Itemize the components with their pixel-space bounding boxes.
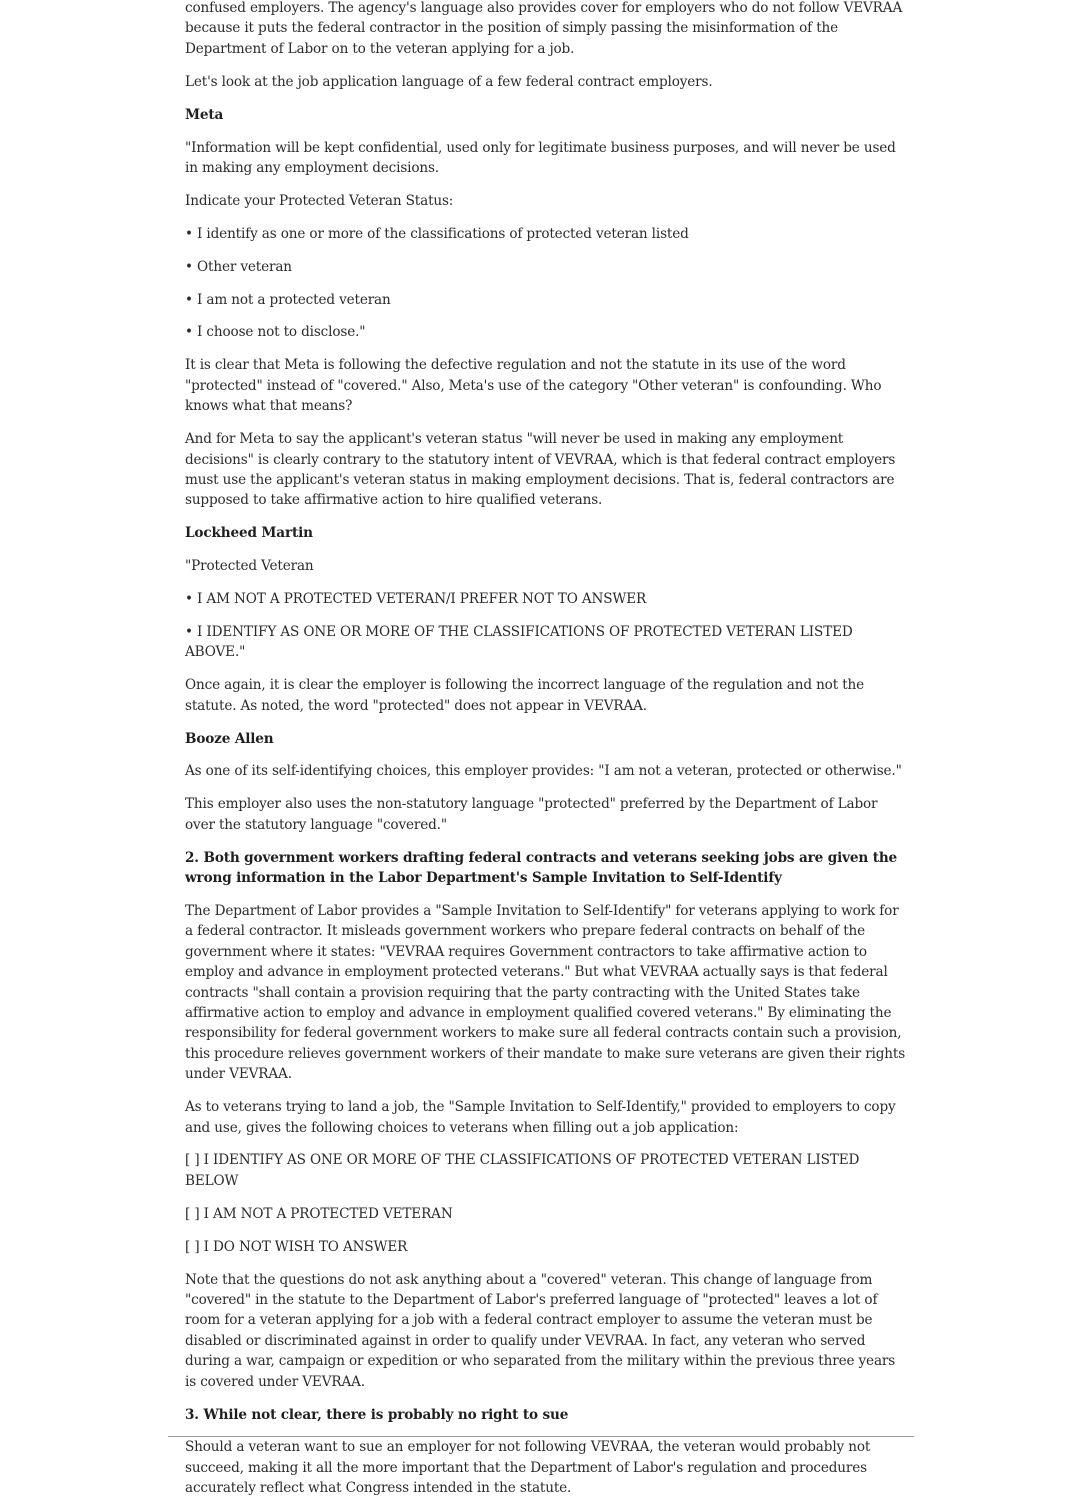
paragraph: As one of its self-identifying choices, this employer provides: "I am not a veteran, protected or otherwise." [185, 763, 902, 780]
list-item: • Other veteran [185, 258, 292, 275]
paragraph: Let's look at the job application language of a few federal contract employers. [185, 73, 713, 90]
list-item: [ ] I IDENTIFY AS ONE OR MORE OF THE CLASSIFICATIONS OF PROTECTED VETERAN LISTED BELOW [185, 1152, 860, 1189]
list-item: • I identify as one or more of the classifications of protected veteran listed [185, 225, 689, 242]
section-heading: 2. Both government workers drafting federal contracts and veterans seeking jobs are given the wrong information in the Labor Department's Sample Invitation to Self-Identify [185, 849, 898, 887]
paragraph: As to veterans trying to land a job, the "Sample Invitation to Self-Identify," provided to employers to copy and use, gives the following choices to veterans when filling out a job application: [185, 1099, 896, 1136]
bottom-divider [168, 1436, 914, 1437]
list-item: • I choose not to disclose." [185, 324, 366, 341]
article-body [185, 0, 907, 1511]
paragraph: Indicate your Protected Veteran Status: [185, 192, 454, 209]
paragraph: "Information will be kept confidential, used only for legitimate business purposes, and will never be used in making any employment decisions. [185, 139, 896, 176]
section-heading: 3. While not clear, there is probably no right to sue [185, 1406, 569, 1423]
section-heading: Booze Allen [185, 730, 274, 747]
paragraph: Once again, it is clear the employer is following the incorrect language of the regulation and not the statute. As noted, the word "protected" does not appear in VEVRAA. [185, 677, 865, 714]
paragraph: This employer also uses the non-statutory language "protected" preferred by the Department of Labor over the statutory language "covered." [185, 796, 878, 833]
list-item: • I AM NOT A PROTECTED VETERAN/I PREFER NOT TO ANSWER [185, 591, 647, 608]
section-heading: Meta [185, 106, 224, 123]
section-heading: Lockheed Martin [185, 525, 313, 542]
paragraph: The Department of Labor provides a "Sample Invitation to Self-Identify" for veterans applying to work for a federal contractor. It misleads government workers who prepare federal contracts on behalf of the government where it states: "VEVRAA requires Government contractors to take affirmative action to employ and advance in employment protected veterans." But what VEVRAA actually says is that federal contracts "shall contain a provision requiring that the party contracting with the United States take affirmative action to employ and advance in employment qualified covered veterans." By eliminating the responsibility for federal government workers to make sure all federal contracts contain such a provision, this procedure relieves government workers of their mandate to make sure veterans are given their rights under VEVRAA. [185, 903, 906, 1083]
list-item: • I am not a protected veteran [185, 291, 391, 308]
paragraph: "Protected Veteran [185, 558, 314, 575]
list-item: [ ] I AM NOT A PROTECTED VETERAN [185, 1205, 453, 1222]
list-item: • I IDENTIFY AS ONE OR MORE OF THE CLASSIFICATIONS OF PROTECTED VETERAN LISTED ABOVE." [185, 623, 853, 661]
paragraph: It is clear that Meta is following the defective regulation and not the statute in its use of the word "protected" instead of "covered." Also, Meta's use of the category "Other veteran" is confounding. Who knows what that means? [185, 357, 882, 415]
paragraph: confused employers. The agency's language also provides cover for employers who do not follow VEVRAA because it puts the federal contractor in the position of simply passing the misinformation of the Department of Labor on to the veteran applying for a job. [185, 0, 903, 57]
paragraph: And for Meta to say the applicant's veteran status "will never be used in making any employment decisions" is clearly contrary to the statutory intent of VEVRAA, which is that federal contract employers must use the applicant's veteran status in making employment decisions. That is, federal contractors are supposed to take affirmative action to hire qualified veterans. [185, 431, 896, 509]
paragraph: Note that the questions do not ask anything about a "covered" veteran. This change of language from "covered" in the statute to the Department of Labor's preferred language of "protected" leaves a lot of room for a veteran applying for a job with a federal contract employer to assume the veteran must be disabled or discriminated against in order to qualify under VEVRAA. In fact, any veteran who served during a war, campaign or expedition or who separated from the military within the previous three years is covered under VEVRAA. [185, 1271, 896, 1390]
paragraph: Should a veteran want to sue an employer for not following VEVRAA, the veteran would probably not succeed, making it all the more important that the Department of Labor's regulation and procedures accurately reflect what Congress intended in the statute. [185, 1439, 871, 1497]
list-item: [ ] I DO NOT WISH TO ANSWER [185, 1238, 408, 1255]
